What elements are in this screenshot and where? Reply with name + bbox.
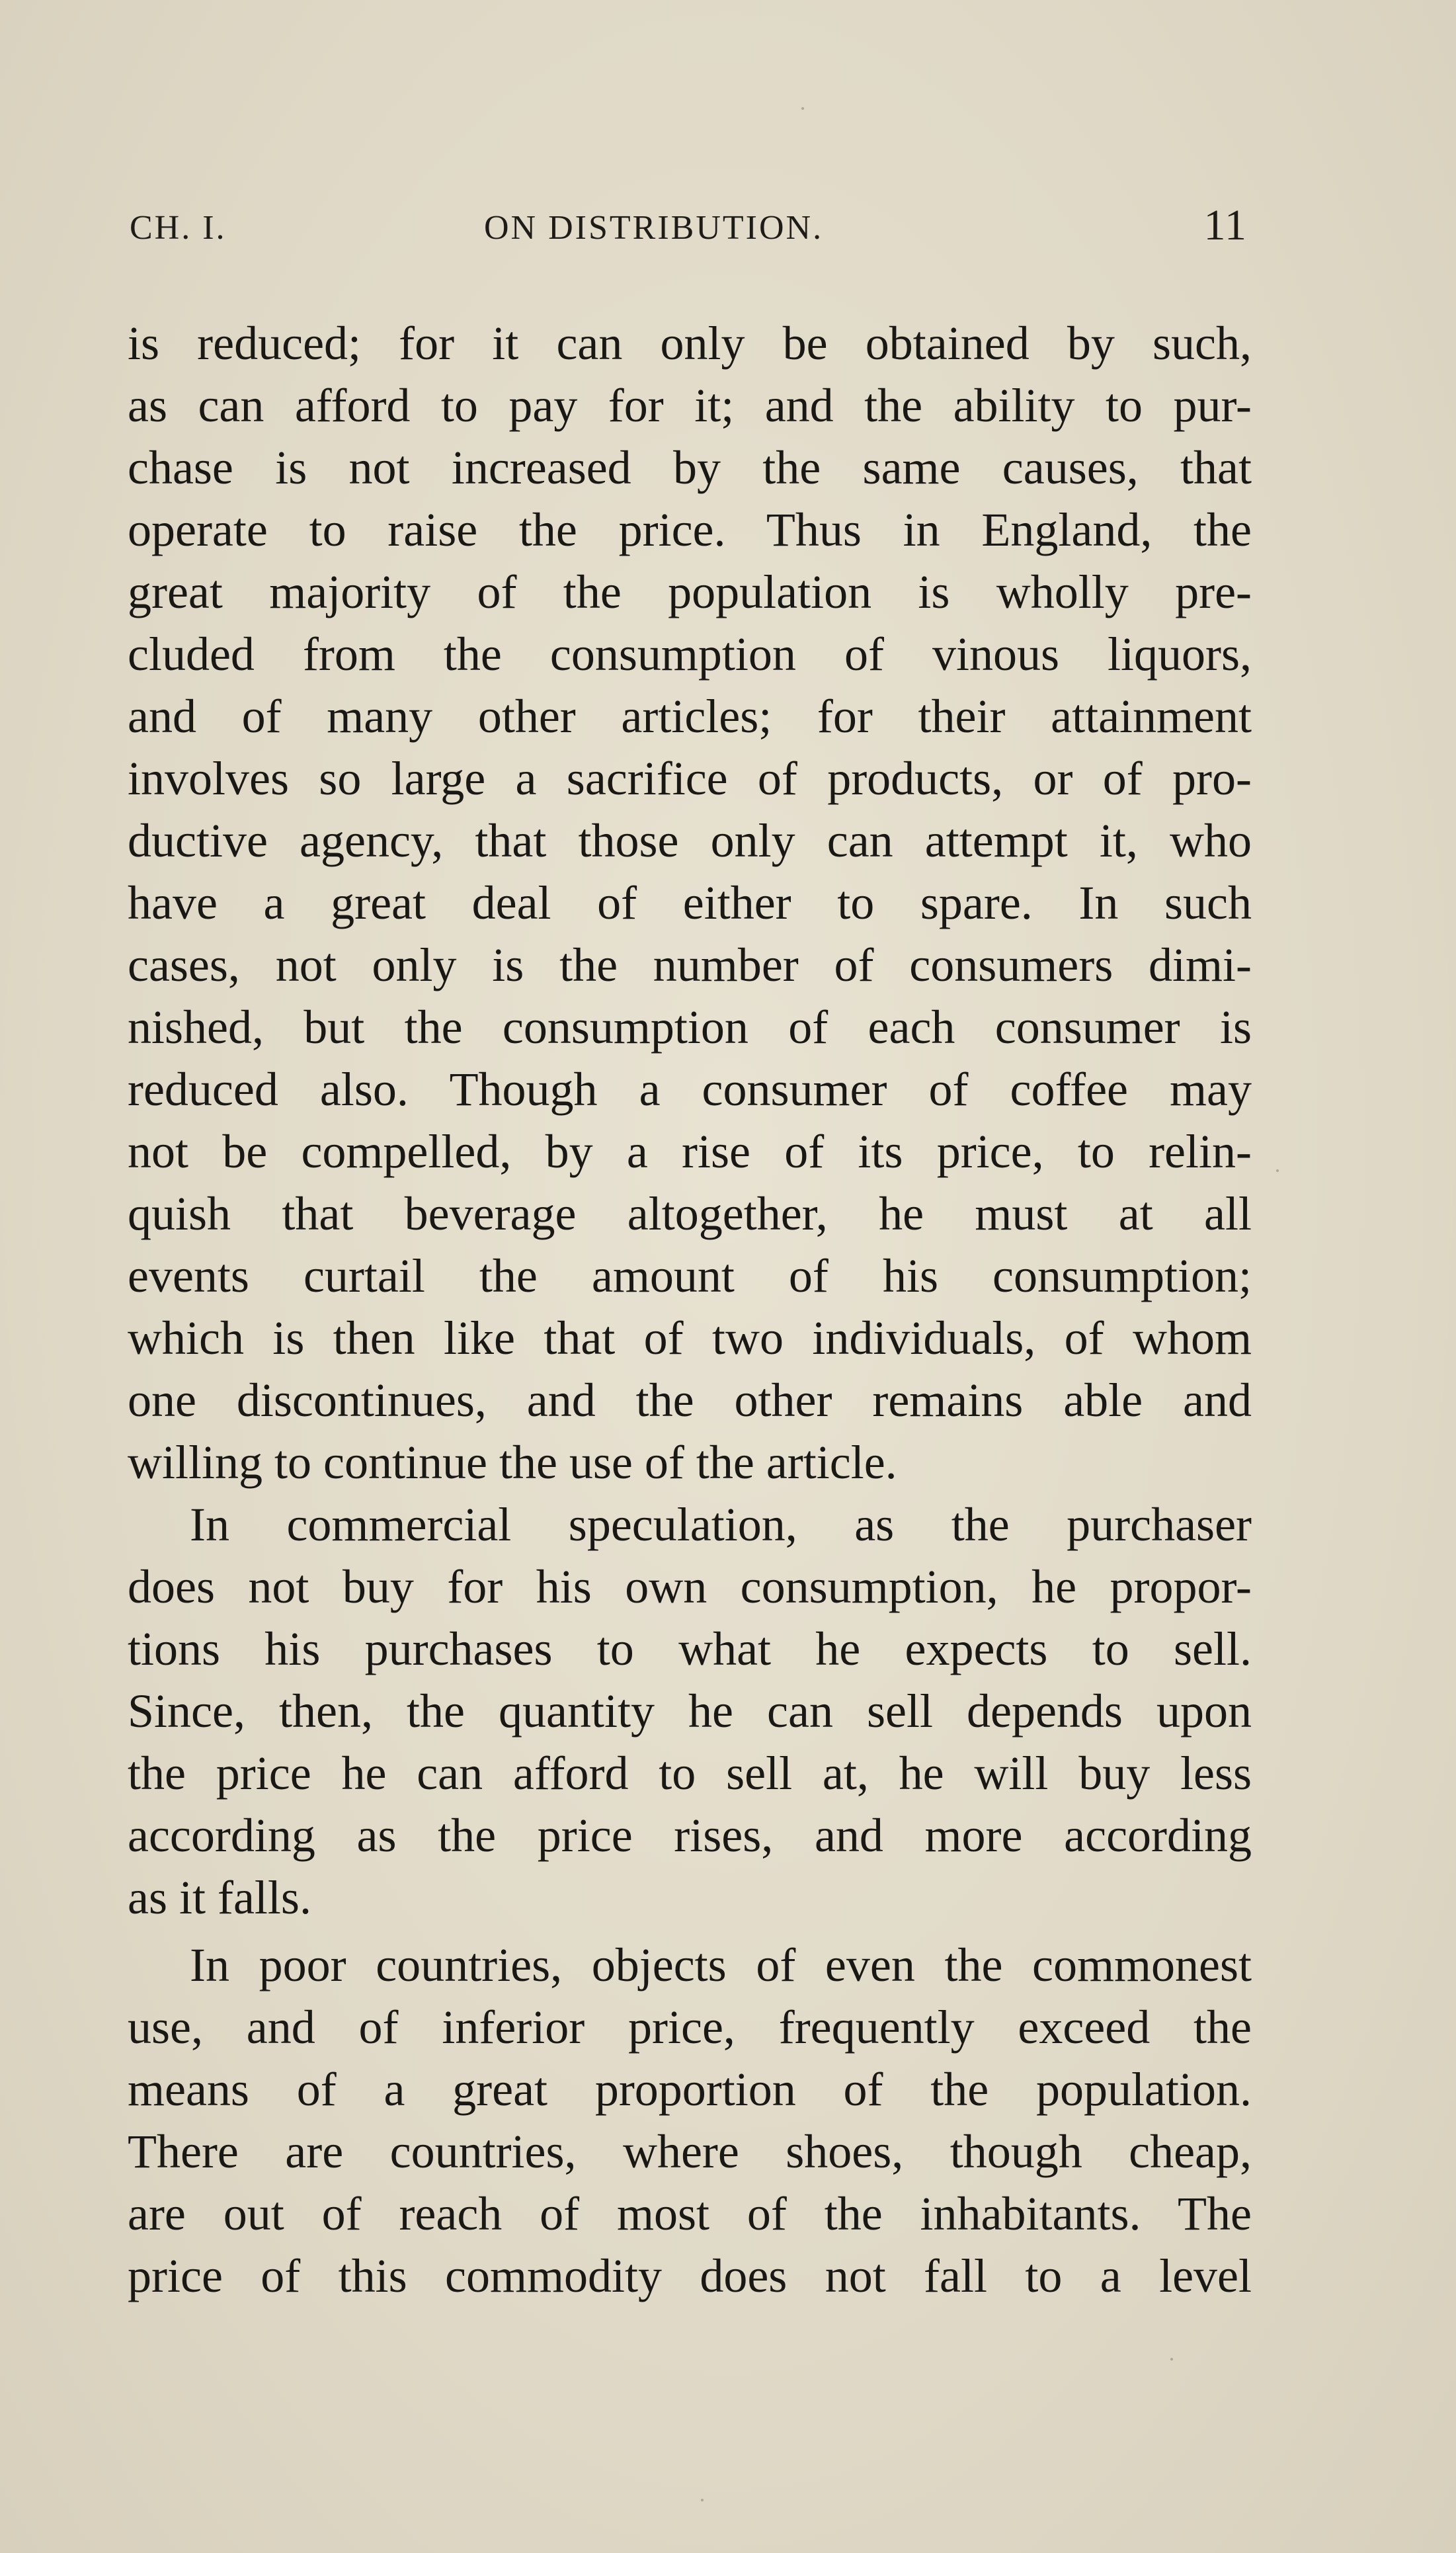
text-line: according as the price rises, and more according: [128, 1809, 1252, 1862]
text-line: the price he can afford to sell at, he will buy less: [128, 1747, 1252, 1800]
text-line: Since, then, the quantity he can sell depends upon: [128, 1685, 1252, 1737]
running-head: [130, 201, 1247, 268]
text-line: reduced also. Though a consumer of coffee may: [128, 1063, 1252, 1116]
text-line: means of a great proportion of the population.: [128, 2063, 1252, 2116]
text-line: events curtail the amount of his consumption;: [128, 1249, 1252, 1302]
text-line: price of this commodity does not fall to a level: [128, 2249, 1252, 2302]
text-line: not be compelled, by a rise of its price, to relin-: [128, 1125, 1252, 1178]
paper-speck: [1170, 2358, 1173, 2361]
text-line: In commercial speculation, as the purchaser: [190, 1498, 1252, 1551]
text-line: great majority of the population is wholly pre-: [128, 565, 1252, 618]
text-line: involves so large a sacrifice of products, or of pro-: [128, 752, 1252, 805]
text-line: There are countries, where shoes, though cheap,: [128, 2125, 1252, 2178]
chapter-label: CH. I.: [130, 209, 227, 247]
text-line: are out of reach of most of the inhabitants. The: [128, 2187, 1252, 2240]
text-line: which is then like that of two individuals, of whom: [128, 1312, 1252, 1364]
text-line: as can afford to pay for it; and the ability to pur-: [128, 379, 1252, 432]
text-line: chase is not increased by the same causes, that: [128, 441, 1252, 494]
running-title: ON DISTRIBUTION.: [484, 209, 824, 247]
text-line: as it falls.: [128, 1871, 311, 1924]
text-line: have a great deal of either to spare. In such: [128, 876, 1252, 929]
text-line: quish that beverage altogether, he must at all: [128, 1187, 1252, 1240]
paper-speck: [1276, 1169, 1279, 1172]
text-line: cluded from the consumption of vinous liquors,: [128, 628, 1252, 681]
text-line: use, and of inferior price, frequently exceed the: [128, 2001, 1252, 2054]
text-line: does not buy for his own consumption, he propor-: [128, 1560, 1252, 1613]
page-number: 11: [1203, 201, 1247, 249]
paragraph-2: [128, 1493, 1252, 1929]
text-line: one discontinues, and the other remains able and: [128, 1374, 1252, 1427]
paper-speck: [701, 2499, 704, 2501]
text-line: is reduced; for it can only be obtained by such,: [128, 317, 1252, 370]
paragraph-spacer: [128, 1929, 1252, 1934]
text-line: tions his purchases to what he expects to sell.: [128, 1622, 1252, 1675]
paper-speck: [801, 107, 804, 110]
text-line: cases, not only is the number of consumers dimi-: [128, 939, 1252, 991]
text-line: ductive agency, that those only can attempt it, who: [128, 814, 1252, 867]
text-line: In poor countries, objects of even the commonest: [190, 1939, 1252, 1991]
text-line: operate to raise the price. Thus in England, the: [128, 503, 1252, 556]
paragraph-1: [128, 312, 1252, 1493]
text-line: and of many other articles; for their attainment: [128, 690, 1252, 743]
text-line: nished, but the consumption of each consumer is: [128, 1001, 1252, 1054]
paragraph-3: [128, 1934, 1252, 2307]
body-text: [128, 312, 1252, 2307]
text-line: willing to continue the use of the article.: [128, 1436, 897, 1489]
